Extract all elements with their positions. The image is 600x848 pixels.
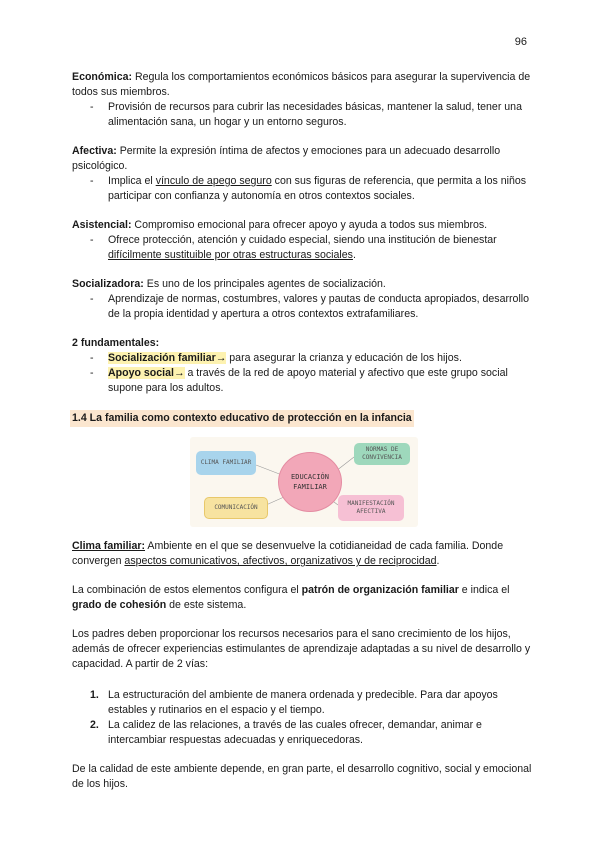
- economica-paragraph: [72, 70, 532, 100]
- asistencial-paragraph: [72, 218, 532, 233]
- afectiva-bullet-underlined: vínculo de apego seguro: [155, 175, 272, 187]
- diagram-node-manifestacion: MANIFESTACIÓN AFECTIVA: [338, 495, 404, 521]
- afectiva-label: Afectiva:: [72, 145, 117, 157]
- section-afectiva: [72, 144, 532, 204]
- fundamentales-item-bold: [108, 367, 185, 379]
- combinacion-paragraph: [72, 583, 532, 613]
- asistencial-label: Asistencial:: [72, 219, 132, 231]
- socializadora-bullet: - Aprendizaje de normas, costumbres, valores y pautas de conducta apropiados, desarrollo de la propia identidad y apertura a otros contextos extrafamiliares.: [72, 292, 532, 322]
- diagram-node-center: EDUCACIÓN FAMILIAR: [278, 452, 342, 512]
- fundamentales-item: [72, 351, 532, 366]
- section-vias: [72, 688, 532, 748]
- afectiva-bullets: [72, 174, 532, 204]
- clima-paragraph: [72, 539, 532, 569]
- asistencial-bullet: [72, 233, 532, 263]
- section-combinacion: [72, 583, 532, 613]
- asistencial-bullets: [72, 233, 532, 263]
- combinacion-bold1: patrón de organización familiar: [301, 584, 459, 596]
- via-number: 1.: [90, 689, 99, 701]
- afectiva-paragraph: [72, 144, 532, 174]
- section-economica: [72, 70, 532, 130]
- combinacion-mid: e indica el: [458, 584, 510, 596]
- clima-label: Clima familiar:: [72, 540, 146, 552]
- combinacion-bold2: grado de cohesión: [72, 599, 167, 611]
- section-padres: [72, 627, 532, 672]
- fundamentales-bullets: [72, 351, 532, 396]
- socializadora-bullets: [72, 292, 532, 322]
- economica-bullets: [72, 100, 532, 130]
- page-number: 96: [514, 36, 527, 48]
- fundamentales-item-bold-text: Apoyo social: [108, 367, 174, 379]
- socializadora-text: Es uno de los principales agentes de socialización.: [143, 278, 386, 290]
- combinacion-post: de este sistema.: [166, 599, 247, 611]
- fundamentales-label: [72, 336, 532, 351]
- afectiva-bullet-pre: Implica el: [108, 175, 156, 187]
- asistencial-bullet-post: .: [352, 249, 356, 261]
- section-asistencial: [72, 218, 532, 263]
- economica-text: Regula los comportamientos económicos básicos para asegurar la supervivencia de todos sus miembros.: [72, 71, 531, 98]
- via-text: La estructuración del ambiente de manera ordenada y predecible. Para dar apoyos estables y rutinarios en el espacio y el tiempo.: [108, 689, 498, 716]
- padres-paragraph: Los padres deben proporcionar los recursos necesarios para el sano crecimiento de los hijos, además de ofrecer experiencias estimulantes de aprendizaje adaptadas a su nivel de desarrollo y capacidad. A partir de 2 vías:: [72, 628, 531, 670]
- clima-underlined: aspectos comunicativos, afectivos, organizativos y de reciprocidad: [124, 555, 437, 567]
- fundamentales-label-text: 2 fundamentales:: [72, 337, 160, 349]
- section-socializadora: [72, 277, 532, 322]
- via-text: La calidez de las relaciones, a través de las cuales ofrecer, demandar, animar e intercambiar respuestas adecuadas y enriquecedoras.: [108, 719, 482, 746]
- fundamentales-item: [72, 366, 532, 396]
- via-item: [72, 688, 532, 718]
- arrow-right-icon: →: [215, 352, 227, 364]
- asistencial-text: Compromiso emocional para ofrecer apoyo y ayuda a todos sus miembros.: [131, 219, 488, 231]
- combinacion-pre: La combinación de estos elementos configura el: [72, 584, 302, 596]
- socializadora-paragraph: [72, 277, 532, 292]
- section-heading-wrap: [72, 410, 532, 433]
- clima-text: Ambiente en el que se desenvuelve la cotidianeidad de cada familia. Donde convergen: [72, 540, 504, 567]
- afectiva-bullet-post: con sus figuras de referencia, que permita a los niños participar con confianza y autonomía en otros contextos sociales.: [108, 175, 527, 202]
- diagram-node-normas: NORMAS DE CONVIVENCIA: [354, 443, 410, 465]
- page-content: [72, 70, 532, 806]
- educacion-familiar-diagram: [190, 437, 418, 527]
- via-item: [72, 718, 532, 748]
- via-number: 2.: [90, 719, 99, 731]
- economica-bullet: - Provisión de recursos para cubrir las necesidades básicas, mantener la salud, tener una alimentación sana, un hogar y un entorno seguros.: [72, 100, 532, 130]
- diagram-node-clima: CLIMA FAMILIAR: [196, 451, 256, 475]
- fundamentales-item-text: para asegurar la crianza y educación de los hijos.: [226, 352, 462, 364]
- vias-list: [72, 688, 532, 748]
- asistencial-bullet-pre: Ofrece protección, atención y cuidado especial, siendo una institución de bienestar: [108, 234, 497, 246]
- fundamentales-item-bold-text: Socialización familiar: [108, 352, 216, 364]
- section-heading: 1.4 La familia como contexto educativo de protección en la infancia: [70, 410, 414, 427]
- fundamentales-item-bold: [108, 352, 226, 364]
- section-clima: [72, 539, 532, 569]
- connector-line: [266, 497, 284, 505]
- economica-label: Económica:: [72, 71, 133, 83]
- diagram-node-comunicacion: COMUNICACIÓN: [204, 497, 268, 519]
- section-conclusion: [72, 762, 532, 792]
- section-fundamentales: [72, 336, 532, 396]
- conclusion-paragraph: De la calidad de este ambiente depende, en gran parte, el desarrollo cognitivo, social y emocional de los hijos.: [72, 763, 532, 790]
- fundamentales-item-text: a través de la red de apoyo material y afectivo que este grupo social supone para los adultos.: [108, 367, 508, 394]
- afectiva-bullet: [72, 174, 532, 204]
- afectiva-text: Permite la expresión íntima de afectos y emociones para un adecuado desarrollo psicológico.: [72, 145, 501, 172]
- clima-end: .: [436, 555, 440, 567]
- asistencial-bullet-underlined: difícilmente sustituible por otras estructuras sociales: [108, 249, 353, 261]
- arrow-right-icon: →: [173, 367, 185, 379]
- socializadora-label: Socializadora:: [72, 278, 144, 290]
